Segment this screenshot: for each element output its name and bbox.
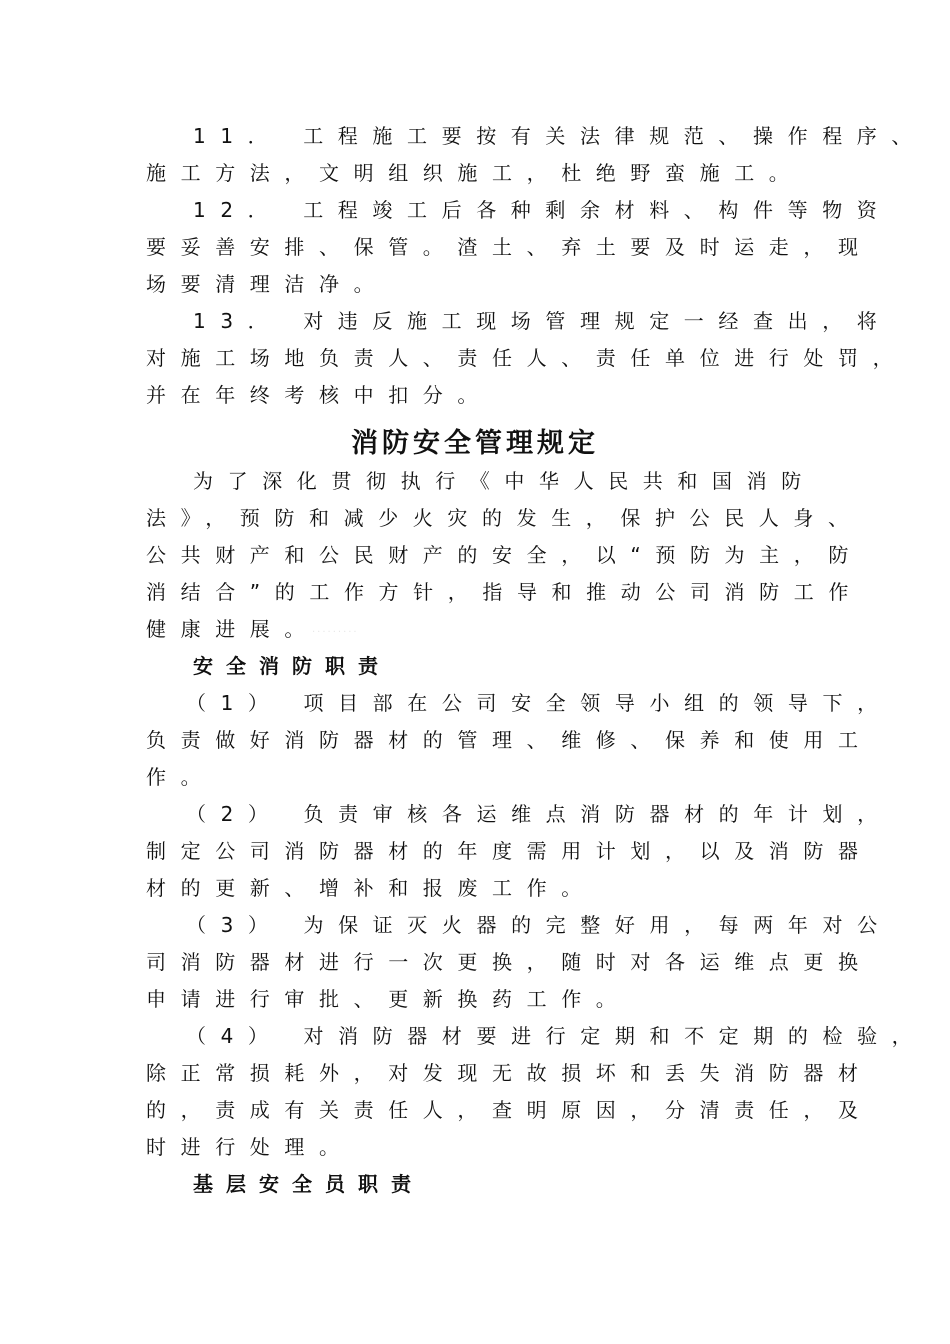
duty-2-line-2: 制定公司消防器材的年度需用计划，以及消防器 bbox=[146, 839, 873, 863]
duty-4-line-3: 的，责成有关责任人，查明原因，分清责任，及 bbox=[146, 1098, 873, 1122]
faint-watermark-text: ········· bbox=[312, 627, 359, 638]
item-13-line-2: 对施工场地负责人、责任人、责任单位进行处罚， bbox=[146, 346, 908, 370]
item-12-line-1: 12． 工程竣工后各种剩余材料、构件等物资 bbox=[193, 198, 892, 222]
duty-1-line-2: 负责做好消防器材的管理、维修、保养和使用工 bbox=[146, 728, 873, 752]
item-12-line-2: 要妥善安排、保管。渣土、弃土要及时运走，现 bbox=[146, 235, 873, 259]
duty-3-line-1: （3） 为保证灭火器的完整好用，每两年对公 bbox=[186, 913, 892, 937]
duty-4-line-4: 时进行处理。 bbox=[146, 1135, 354, 1159]
duty-4-line-2: 除正常损耗外，对发现无故损坏和丢失消防器材 bbox=[146, 1061, 873, 1085]
duty-1-line-3: 作。 bbox=[146, 765, 216, 789]
duty-1-line-1: （1） 项目部在公司安全领导小组的领导下， bbox=[186, 691, 892, 715]
duty-2-line-1: （2） 负责审核各运维点消防器材的年计划， bbox=[186, 802, 892, 826]
intro-line-1: 为了深化贯彻执行《中华人民共和国消防 bbox=[193, 469, 816, 493]
duty-3-line-2: 司消防器材进行一次更换，随时对各运维点更换 bbox=[146, 950, 873, 974]
intro-line-3: 公共财产和公民财产的安全，以“预防为主，防 bbox=[146, 543, 863, 567]
item-11-line-2: 施工方法，文明组织施工，杜绝野蛮施工。 bbox=[146, 161, 804, 185]
section-heading-safety-officer-duties: 基层安全员职责 bbox=[193, 1172, 424, 1196]
duty-4-line-1: （4） 对消防器材要进行定期和不定期的检验， bbox=[186, 1024, 927, 1048]
item-13-line-1: 13． 对违反施工现场管理规定一经查出，将 bbox=[193, 309, 892, 333]
intro-line-5: 健康进展。 bbox=[146, 617, 319, 641]
item-11-line-1: 11． 工程施工要按有关法律规范、操作程序、 bbox=[193, 124, 927, 148]
duty-2-line-3: 材的更新、增补和报废工作。 bbox=[146, 876, 596, 900]
intro-line-2: 法》，预防和减少火灾的发生，保护公民人身、 bbox=[146, 506, 863, 530]
item-12-line-3: 场要清理洁净。 bbox=[146, 272, 389, 296]
item-13-line-3: 并在年终考核中扣分。 bbox=[146, 383, 492, 407]
intro-line-4: 消结合”的工作方针，指导和推动公司消防工作 bbox=[146, 580, 863, 604]
section-heading-fire-duties: 安全消防职责 bbox=[193, 654, 391, 678]
page-title: 消防安全管理规定 bbox=[351, 428, 599, 459]
duty-3-line-3: 申请进行审批、更新换药工作。 bbox=[146, 987, 631, 1011]
